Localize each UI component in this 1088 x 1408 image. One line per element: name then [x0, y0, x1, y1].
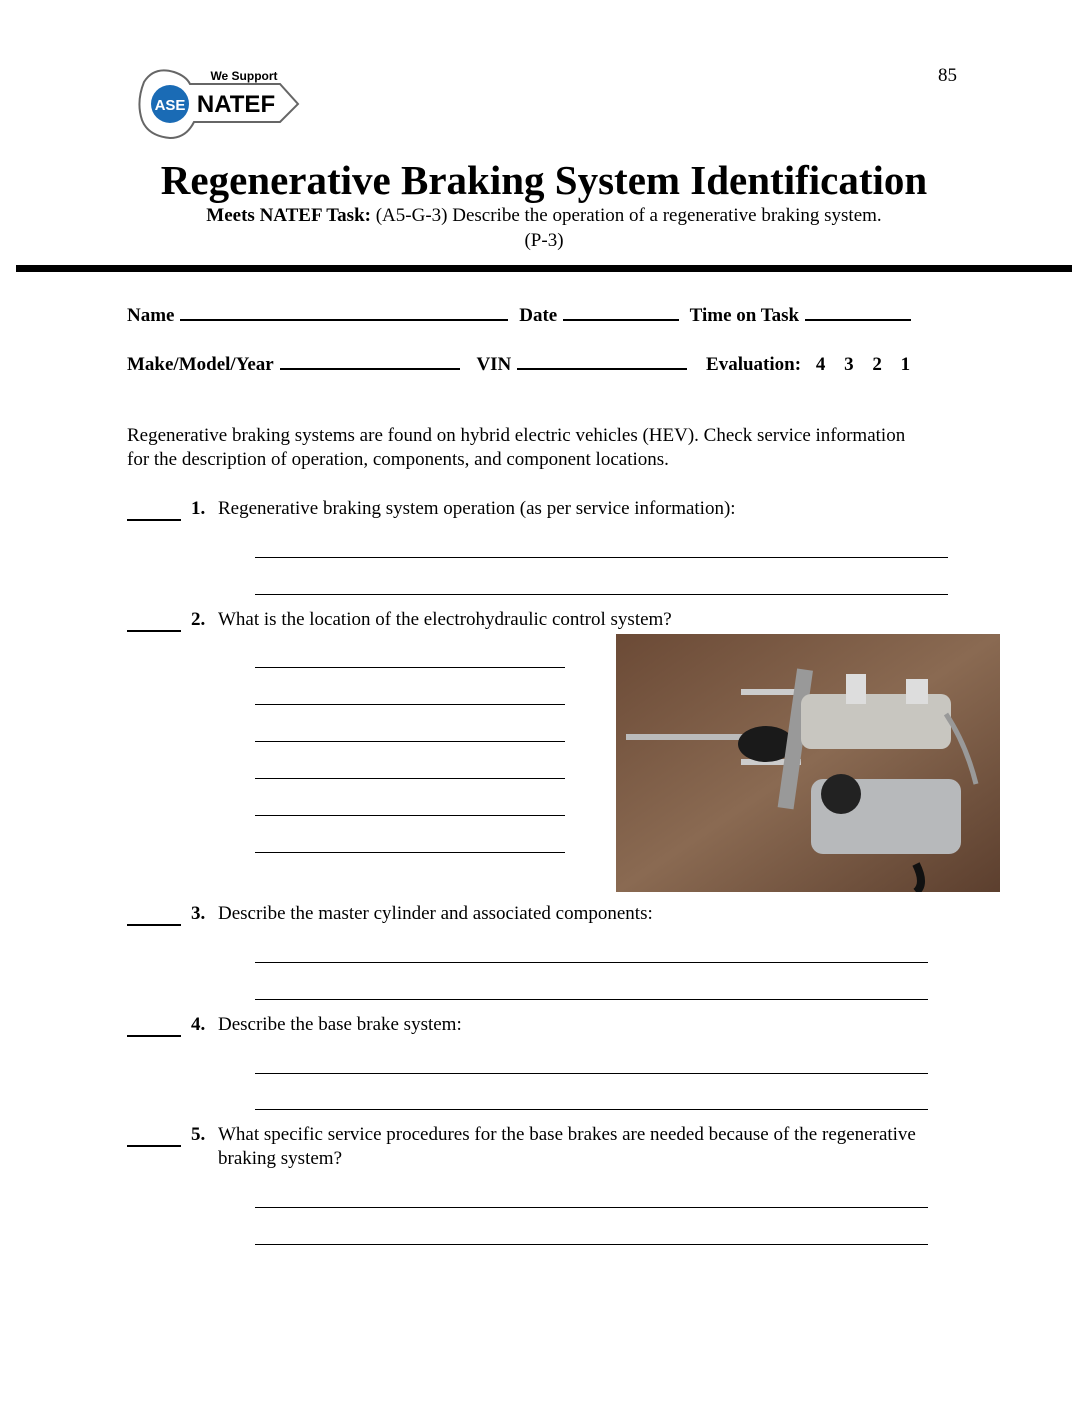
q5-number: 5.	[191, 1124, 206, 1145]
q3-text: Describe the master cylinder and associated components:	[218, 903, 653, 924]
name-label: Name	[127, 305, 175, 326]
make-model-year-label: Make/Model/Year	[127, 354, 274, 375]
q4-answer-line[interactable]	[255, 1073, 928, 1074]
q5-answer-line[interactable]	[255, 1207, 928, 1208]
q5-score-blank[interactable]	[127, 1145, 181, 1147]
q2-answer-line[interactable]	[255, 704, 565, 705]
task-label: Meets NATEF Task:	[206, 205, 371, 226]
q2-number: 2.	[191, 609, 206, 630]
name-field[interactable]	[180, 301, 508, 321]
q5-text: What specific service procedures for the base brakes are needed because of the regenerative braking system?	[218, 1124, 916, 1169]
header-rule	[16, 265, 1072, 272]
task-priority: (P-3)	[524, 230, 564, 251]
q2-answer-line[interactable]	[255, 741, 565, 742]
q2-answer-line[interactable]	[255, 778, 565, 779]
make-model-year-field[interactable]	[280, 350, 460, 370]
natef-task	[0, 204, 1088, 228]
intro-text: Regenerative braking systems are found on hybrid electric vehicles (HEV). Check service information for the description of operation, components, and component locations.	[127, 425, 906, 470]
svg-text:NATEF: NATEF	[196, 91, 276, 118]
electrohydraulic-unit-photo	[616, 634, 1000, 892]
q4-number: 4.	[191, 1014, 206, 1035]
time-on-task-field[interactable]	[805, 301, 911, 321]
q3-score-blank[interactable]	[127, 924, 181, 926]
vin-field[interactable]	[517, 350, 687, 370]
q5-answer-line[interactable]	[255, 1244, 928, 1245]
time-on-task-label: Time on Task	[689, 305, 800, 326]
info-row-1	[127, 301, 917, 328]
q1-number: 1.	[191, 498, 206, 519]
q4-score-blank[interactable]	[127, 1035, 181, 1037]
score-3[interactable]: 3	[844, 354, 854, 375]
natef-logo	[134, 62, 304, 152]
q2-answer-line[interactable]	[255, 852, 565, 853]
q2-score-blank[interactable]	[127, 630, 181, 632]
q1-score-blank[interactable]	[127, 519, 181, 521]
q3-answer-line[interactable]	[255, 999, 928, 1000]
task-text: (A5-G-3) Describe the operation of a regenerative braking system.	[375, 205, 882, 226]
date-label: Date	[519, 305, 558, 326]
score-4[interactable]: 4	[815, 354, 826, 375]
evaluation-label: Evaluation:	[706, 354, 802, 375]
q4-answer-line[interactable]	[255, 1109, 928, 1110]
q4-text: Describe the base brake system:	[218, 1014, 462, 1035]
q2-answer-line[interactable]	[255, 667, 565, 668]
date-field[interactable]	[563, 301, 679, 321]
page-number: 85	[938, 65, 957, 86]
page-title: Regenerative Braking System Identification	[160, 157, 928, 203]
q1-text: Regenerative braking system operation (as per service information):	[218, 498, 736, 519]
logo-ase-text: ASE	[154, 97, 186, 114]
q1-answer-line[interactable]	[255, 557, 948, 558]
q1-answer-line[interactable]	[255, 594, 948, 595]
svg-text:We Support: We Support	[210, 69, 278, 83]
q3-answer-line[interactable]	[255, 962, 928, 963]
q2-text: What is the location of the electrohydraulic control system?	[218, 609, 672, 630]
q3-number: 3.	[191, 903, 206, 924]
score-1[interactable]: 1	[900, 354, 911, 375]
info-row-2	[127, 350, 910, 377]
q2-answer-line[interactable]	[255, 815, 565, 816]
score-2[interactable]: 2	[872, 354, 882, 375]
vin-label: VIN	[476, 354, 512, 375]
